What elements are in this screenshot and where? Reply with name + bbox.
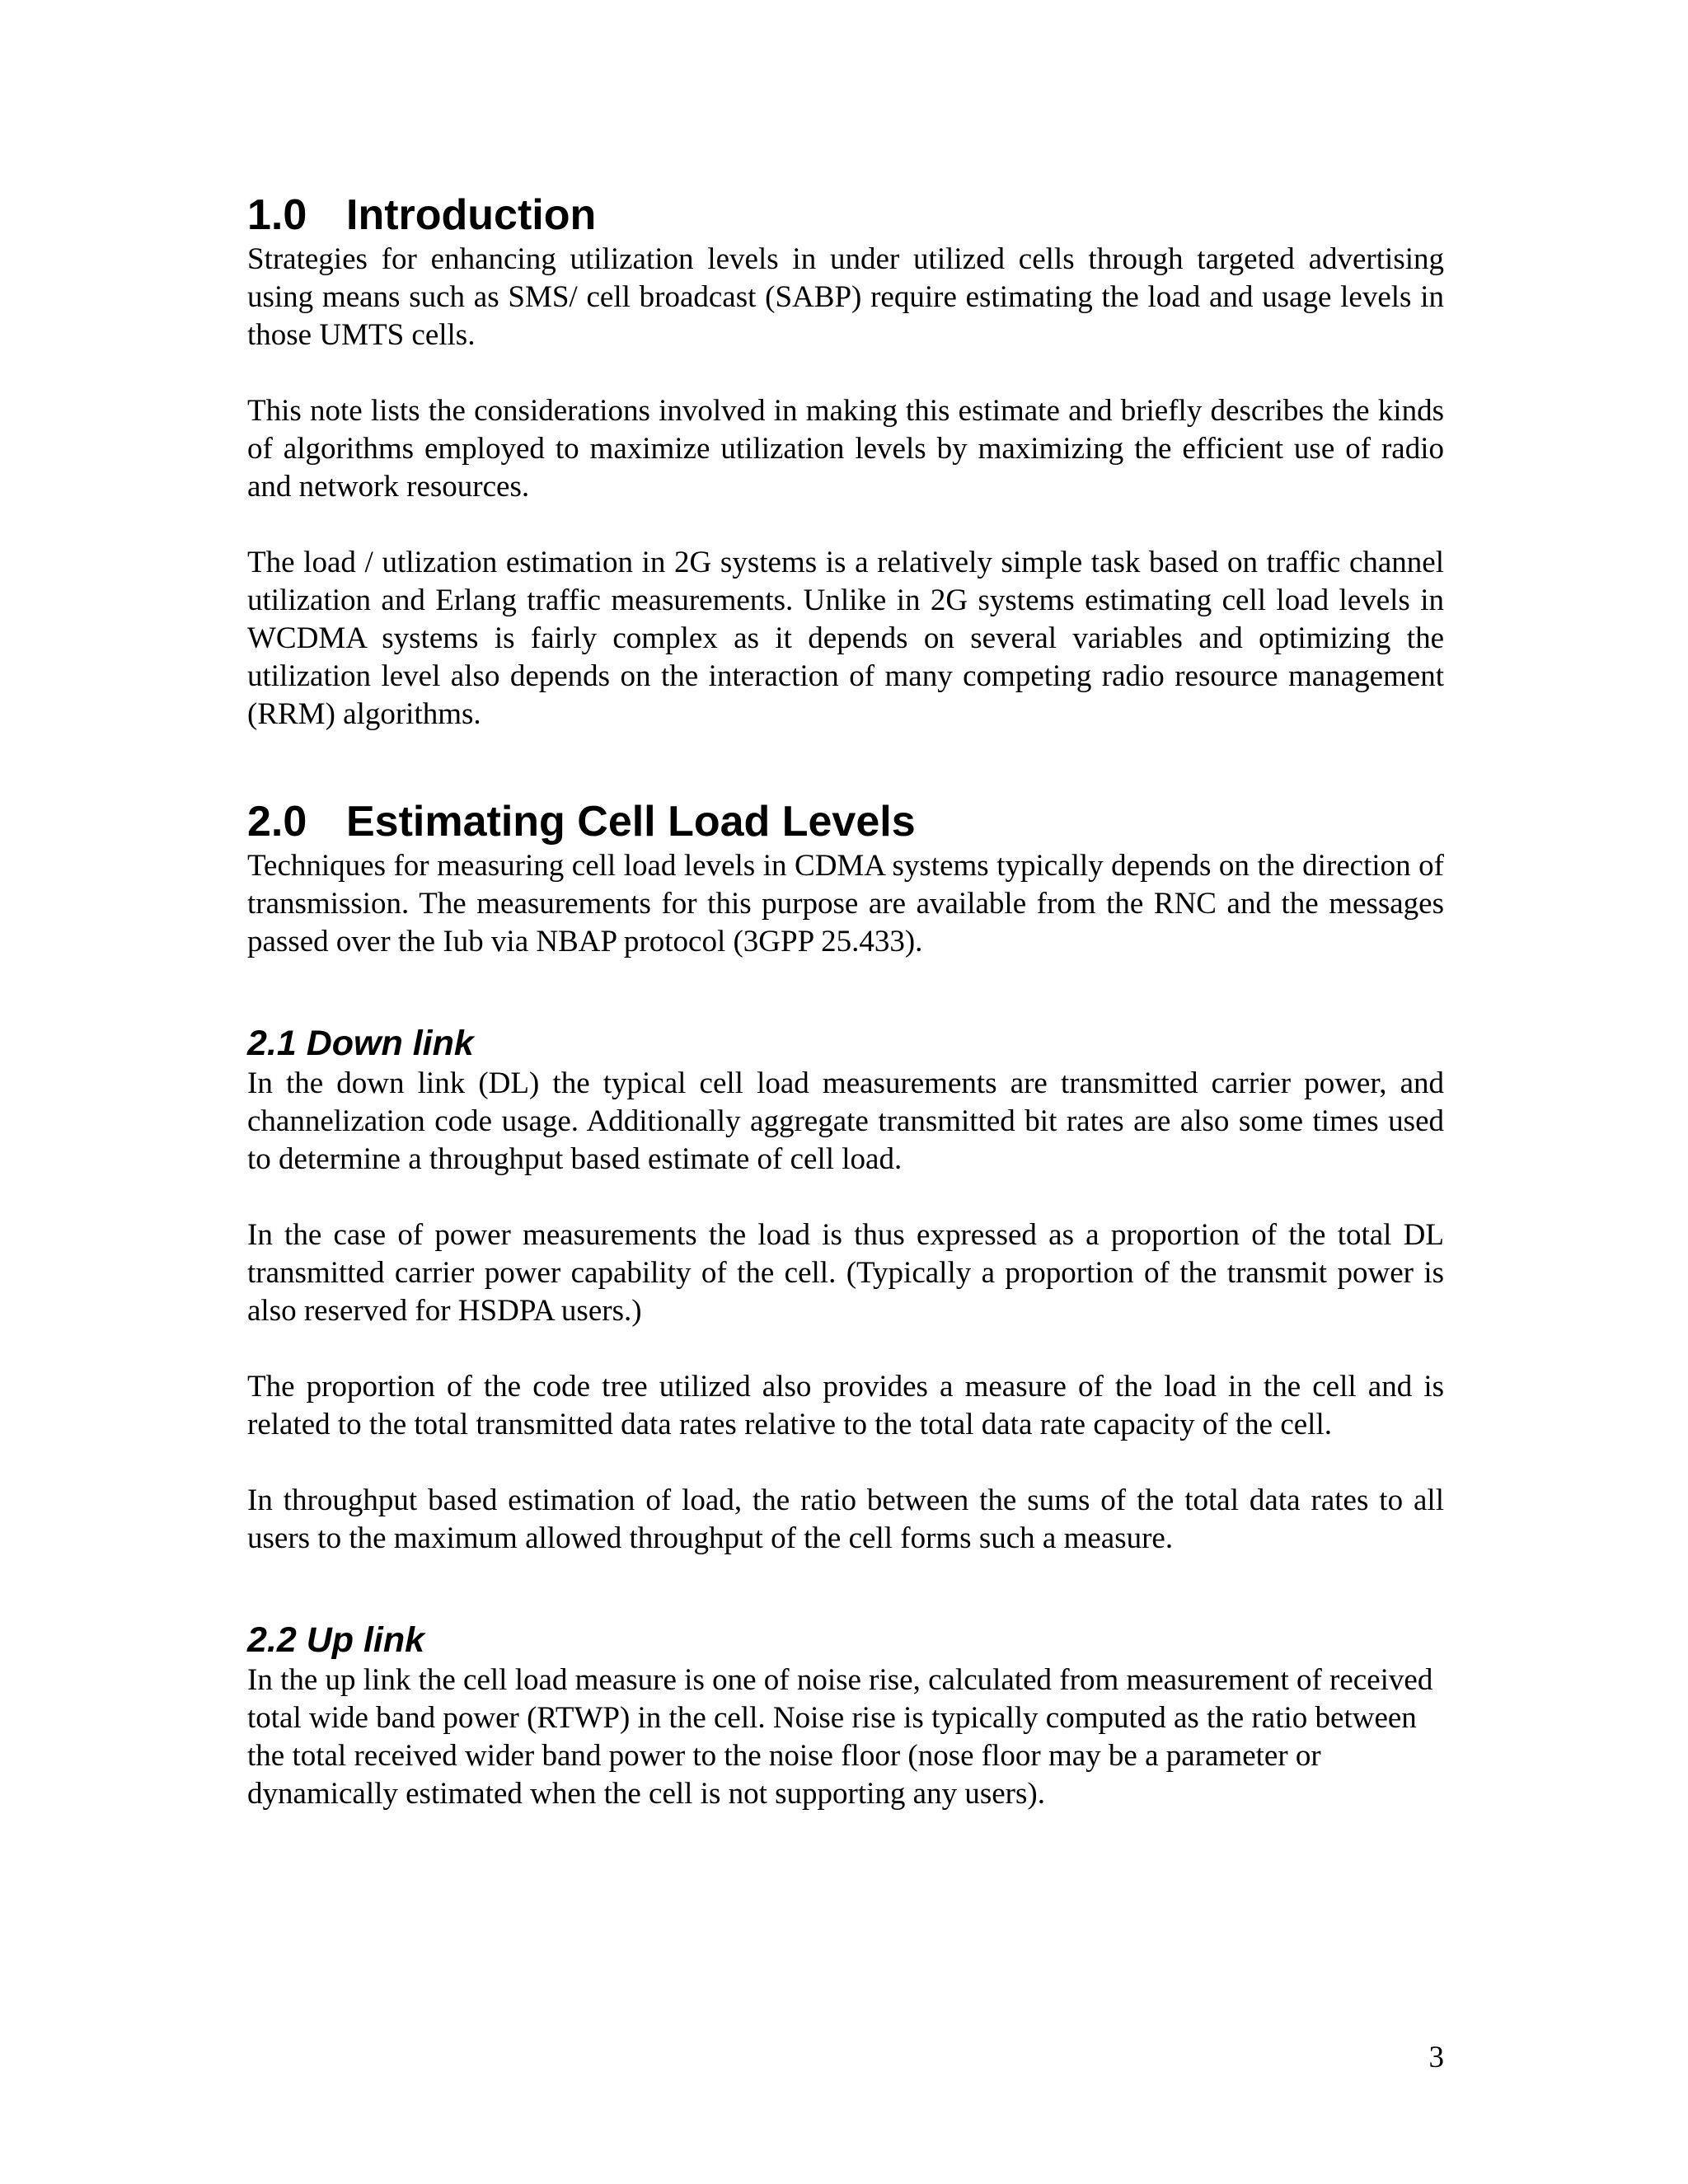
downlink-paragraph-3: The proportion of the code tree utilized also provides a measure of the load in the cell and is related to the total transmitted data rates relative to the total data rate capacity of the cell. [247, 1370, 1444, 1441]
intro-paragraph-2: This note lists the considerations involved in making this estimate and briefly describes the kinds of algorithms employed to maximize utilization levels by maximizing the efficient use of radio and network resources. [247, 394, 1444, 504]
estimating-paragraph-1: Techniques for measuring cell load levels in CDMA systems typically depends on the direction of transmission. The measurements for this purpose are available from the RNC and the messages passed over the Iub via NBAP protocol (3GPP 25.433). [247, 849, 1444, 958]
section-number: 1.0 [247, 191, 307, 239]
section-heading-introduction [247, 190, 1444, 241]
section-title: Estimating Cell Load Levels [346, 798, 916, 846]
document-page [247, 190, 1444, 1813]
subsection-heading-downlink: 2.1 Down link [247, 1024, 474, 1063]
intro-paragraph-3: The load / utlization estimation in 2G systems is a relatively simple task based on traffic channel utilization and Erlang traffic measurements. Unlike in 2G systems estimating cell load levels in WCDMA systems is fairly complex as it depends on several variables and optimizing the utilization level also depends on the interaction of many competing radio resource management (RRM) algorithms. [247, 546, 1444, 731]
downlink-paragraph-4: In throughput based estimation of load, the ratio between the sums of the total data rates to all users to the maximum allowed throughput of the cell forms such a measure. [247, 1483, 1444, 1555]
downlink-paragraph-2: In the case of power measurements the load is thus expressed as a proportion of the total DL transmitted carrier power capability of the cell. (Typically a proportion of the transmit power is also reserved for HSDPA users.) [247, 1218, 1444, 1328]
downlink-paragraph-1: In the down link (DL) the typical cell load measurements are transmitted carrier power, and channelization code usage. Additionally aggregate transmitted bit rates are also some times used to determine a throughput based estimate of cell load. [247, 1066, 1444, 1176]
section-title: Introduction [346, 191, 597, 239]
uplink-paragraph-1: In the up link the cell load measure is one of noise rise, calculated from measurement of received total wide band power (RTWP) in the cell. Noise rise is typically computed as the ratio between the total received wider band power to the noise floor (nose floor may be a parameter or dynamically estimated when the cell is not supporting any users). [247, 1663, 1433, 1811]
section-number: 2.0 [247, 798, 307, 846]
page-number: 3 [1428, 2041, 1444, 2074]
section-heading-estimating [247, 796, 1444, 847]
intro-paragraph-1: Strategies for enhancing utilization levels in under utilized cells through targeted advertising using means such as SMS/ cell broadcast (SABP) require estimating the load and usage levels in those UMTS cells. [247, 242, 1444, 352]
subsection-heading-uplink: 2.2 Up link [247, 1620, 425, 1660]
